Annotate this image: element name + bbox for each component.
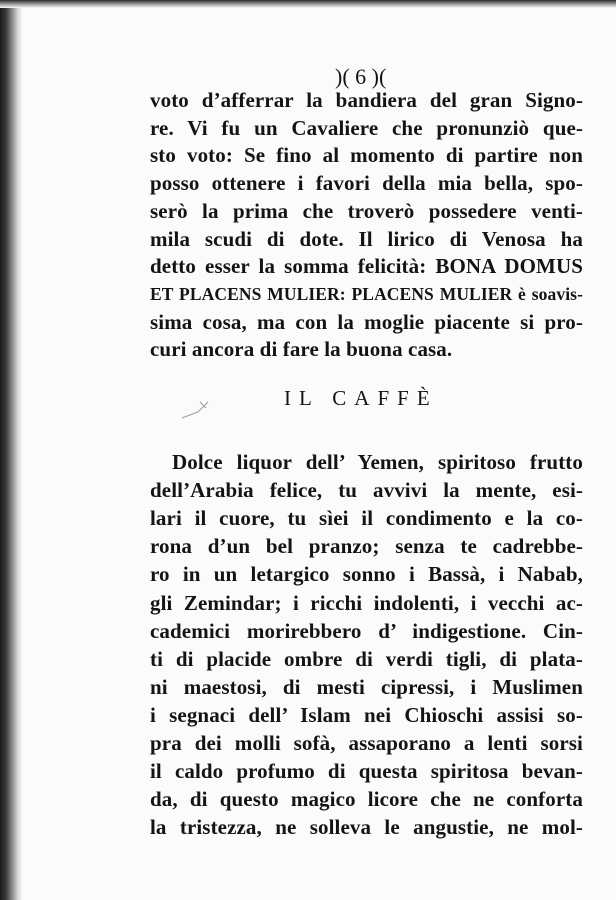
text-line: il caldo profumo di questa spiritosa bevan- (150, 759, 583, 784)
text-line: i segnaci dell’ Islam nei Chioschi assisi so- (150, 702, 583, 727)
text-line: re. Vi fu un Cavaliere che pronunziò que- (150, 115, 583, 140)
text-line: ti di placide ombre di verdi tigli, di plata- (150, 646, 583, 671)
text-line: ET PLACENS MULIER: PLACENS MULIER è soavis- (150, 283, 583, 304)
book-binding-edge (0, 0, 22, 900)
text-line: Dolce liquor dell’ Yemen, spiritoso frutto (172, 450, 583, 474)
text-line: sto voto: Se fino al momento di partire non (150, 143, 583, 168)
text-line: la tristezza, ne solleva le angustie, ne mol- (150, 815, 583, 840)
text-line: rona d’un bel pranzo; senza te cadrebbe- (150, 534, 583, 559)
text-line: sima cosa, ma con la moglie piacente si pro- (150, 309, 583, 334)
text-line: ni maestosi, di mesti cipressi, i Muslimen (150, 674, 583, 699)
text-line: posso ottenere i favori della mia bella, spo- (150, 171, 583, 196)
page-number: )( 6 )( (335, 64, 387, 89)
text-line: serò la prima che troverò possedere venti- (150, 198, 583, 223)
page-top-edge (0, 0, 616, 8)
text-line: cademici morirebbero d’ indigestione. Cin- (150, 618, 583, 643)
text-line: detto esser la somma felicità: BONA DOMUS (150, 254, 583, 279)
text-line: ro in un letargico sonno i Bassà, i Nabab, (150, 562, 583, 587)
text-line: mila scudi di dote. Il lirico di Venosa ha (150, 226, 583, 251)
text-line: curi ancora di fare la buona casa. (150, 337, 453, 362)
text-line: voto d’afferrar la bandiera del gran Signo- (150, 88, 583, 112)
text-line: da, di questo magico licore che ne conforta (150, 787, 583, 812)
text-line: lari il cuore, tu sìei il condimento e la co- (150, 506, 583, 531)
text-line: gli Zemindar; i ricchi indolenti, i vecchi ac- (150, 590, 583, 615)
section-heading: IL CAFFÈ (284, 386, 438, 410)
text-line: pra dei molli sofà, assaporano a lenti sorsi (150, 731, 583, 755)
text-line: dell’Arabia felice, tu avvivi la mente, esi- (150, 478, 583, 503)
pencil-mark (178, 398, 214, 422)
